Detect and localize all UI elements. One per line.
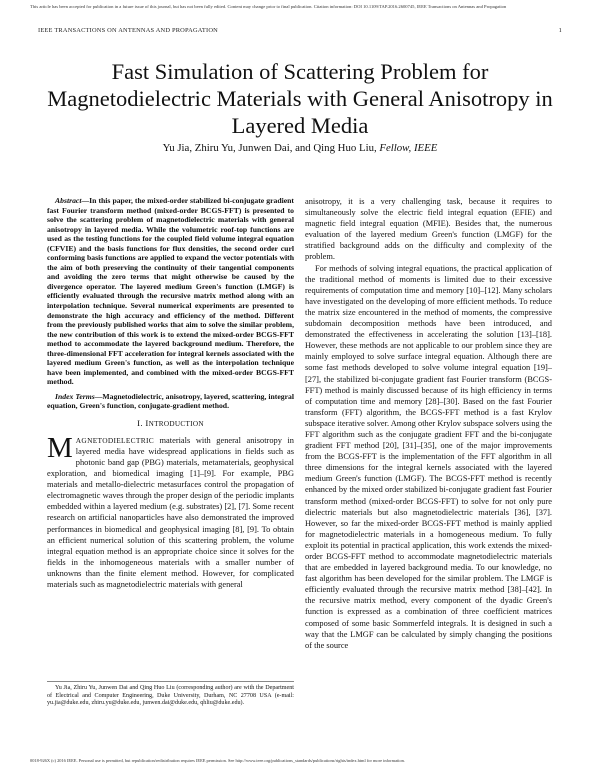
author-names: Yu Jia, Zhiru Yu, Junwen Dai, and Qing Huo Liu,: [162, 142, 377, 154]
section-first-letter: I: [145, 418, 149, 429]
footnote-text: Yu Jia, Zhiru Yu, Junwen Dai and Qing Huo Liu (corresponding author) are with the Department of Electrical and Computer Engineering, Duke University, Durham, NC 27708 USA (e-mail: yu.jia@duke.edu, zhiru.yu@duke.edu, junwen.dai@duke.edu, qhliu@duke.edu).: [47, 685, 294, 707]
section-number: I.: [137, 418, 143, 429]
author-fellow: Fellow, IEEE: [379, 142, 438, 154]
section-heading: [47, 418, 294, 430]
section-title-rest: NTRODUCTION: [148, 420, 204, 429]
abstract-label: Abstract: [55, 196, 82, 205]
page-number: 1: [558, 27, 562, 34]
intro-caps-word: AGNETODIELECTRIC: [75, 436, 154, 446]
copyright-notice: 0018-926X (c) 2016 IEEE. Personal use is permitted, but republication/redistribution requires IEEE permission. See http://www.ieee.org/publications_standards/publications/rights/index.html for more information.: [30, 758, 405, 763]
index-terms-label: Index Terms: [55, 391, 95, 401]
author-list: [40, 142, 560, 154]
intro-paragraph: [47, 432, 294, 590]
running-head: [38, 27, 562, 34]
drop-cap: M: [47, 432, 73, 465]
intro-text: materials with general anisotropy in layered media have widespread applications in fields such as photonic band gap (PBG) materials, metamaterials, geophysical exploration, and biomedical imaging [1]–[9]. For example, PBG materials and metallo-dielectric metasurfaces control the propagation of electromagnetic waves through the proper design of the periodic implants embedded within a layered medium (e.g. substrates) [2], [7]. Some recent research on artificial nanoparticles have also demonstrated the improved performances in biomedical and geophysical imaging [8], [9]. To obtain an efficient numerical solution of this scattering problem, the volume integral equation method is an appropriate choice since it solves for the fields in the inhomogeneous materials with a smaller number of unknowns than the finite element method. However, for complicated materials such as magnetodielectric materials with general: [47, 436, 294, 589]
index-terms: [47, 392, 294, 411]
left-column: [47, 196, 294, 590]
author-footnote: [47, 681, 294, 708]
right-paragraph-2: For methods of solving integral equations, the practical application of the traditional method of moments is limited due to their excessive requirements of computation time and memory [10]–[12]. Many scholars have investigated on the developing of more efficient methods. To reduce the matrix size encountered in the method of moments, the compressive subdomain decomposition methods have been introduced, and demonstrated the effectiveness in accelerating the solution [13]–[18]. However, these methods are not applicable to our problem since they are mainly employed to solve surface integral equation. Although there are some fast methods developed to solve volume integral equation [19]–[27], the stabilized bi-conjugate gradient fast Fourier transform (BCGS-FFT) method is mainly discussed because of its high efficiency in terms of computation time and memory [28]–[30]. Based on the fast Fourier transform (FFT) algorithm, the BCGS-FFT method is a fast Krylov subspace iterative solver. Among other Krylov subspace solvers using the FFT algorithm such as the conjugate gradient FFT and the bi-conjugate gradient FFT method [20], [31]–[35], one of the major improvements from the BCGS-FFT is the implementation of the FFT algorithm in all three dimensions for the integral kernels associated with the layered medium Green's function (LMGF). The BCGS-FFT method is recently enhanced by the mixed order stabilized bi-conjugate gradient fast Fourier transform method (mixed-order BCGS-FFT) to solve for not only pure dielectric materials but also magnetodielectric materials [36], [37]. However, so far the mixed-order BCGS-FFT method is mainly applied for magnetodielectric materials in a homogeneous medium. To fully exploit its potential in practical application, this work extends the mixed-order BCGS-FFT method to accommodate magnetodielectric materials that are embedded in layered background media. To our knowledge, no fast algorithm has been developed for the similar problem. The LMGF is efficiently evaluated through the recursive matrix method [38]–[42]. In the recursive matrix method, every component of the dyadic Green's function is expressed as a combination of three coefficient matrices composed of some basic Sommerfeld integrals. It is designed in such a way that the LMGF can be calculated by simply changing the positions of the source: [305, 263, 552, 650]
abstract: [47, 196, 294, 387]
right-paragraph-1: anisotropy, it is a very challenging task, because it requires to simultaneously solve the electric field integral equation (EFIE) and magnetic field integral equation (MFIE). Besides that, the numerous evaluation of the layered medium Green's function (LMGF) for the stratified background adds on the difficulty and complexity of the problem.: [305, 197, 552, 262]
journal-name: IEEE TRANSACTIONS ON ANTENNAS AND PROPAGATION: [38, 27, 218, 34]
abstract-text: —In this paper, the mixed-order stabilized bi-conjugate gradient fast Fourier transform method (mixed-order BCGS-FFT) is presented to solve the scattering problem of magnetodielectric materials with general anisotropy in layered media. While the volumetric roof-top functions are used as the testing functions for the coupled field volume integral equation (CFVIE) and the basis functions for flux densities, the second order curl conforming basis functions are applied to expand the vector potentials with the aim of both preserving the continuity of their tangential components and avoiding the zero terms that might otherwise be caused by the divergence operator. The layered medium Green's function (LMGF) is efficiently evaluated through the recursive matrix method along with an interpolation technique. Several numerical experiments are presented to demonstrate the high accuracy and efficiency of the method. Different from the previously published works that aim to solve the similar problem, the new contribution of this work is to extend the mixed-order BCGS-FFT method to accommodate the layered background medium. Therefore, the three-dimensional FFT acceleration for integral kernels associated with the layered medium Green's function, as well as the interpolation technique have been implemented, and combined with the mixed-order BCGS-FFT method.: [47, 196, 294, 387]
index-terms-text: —Magnetodielectric, anisotropy, layered, scattering, integral equation, Green's function, conjugate-gradient method.: [47, 391, 295, 411]
publication-notice: This article has been accepted for publication in a future issue of this journal, but has not been fully edited. Content may change prior to final publication. Citation information: DOI 10.1109/TAP.2016.2600745, IEEE Transactions on Antennas and Propagation: [30, 4, 507, 9]
right-column: [305, 196, 552, 651]
paper-title: Fast Simulation of Scattering Problem for Magnetodielectric Materials with General Anisotropy in Layered Media: [47, 59, 553, 138]
